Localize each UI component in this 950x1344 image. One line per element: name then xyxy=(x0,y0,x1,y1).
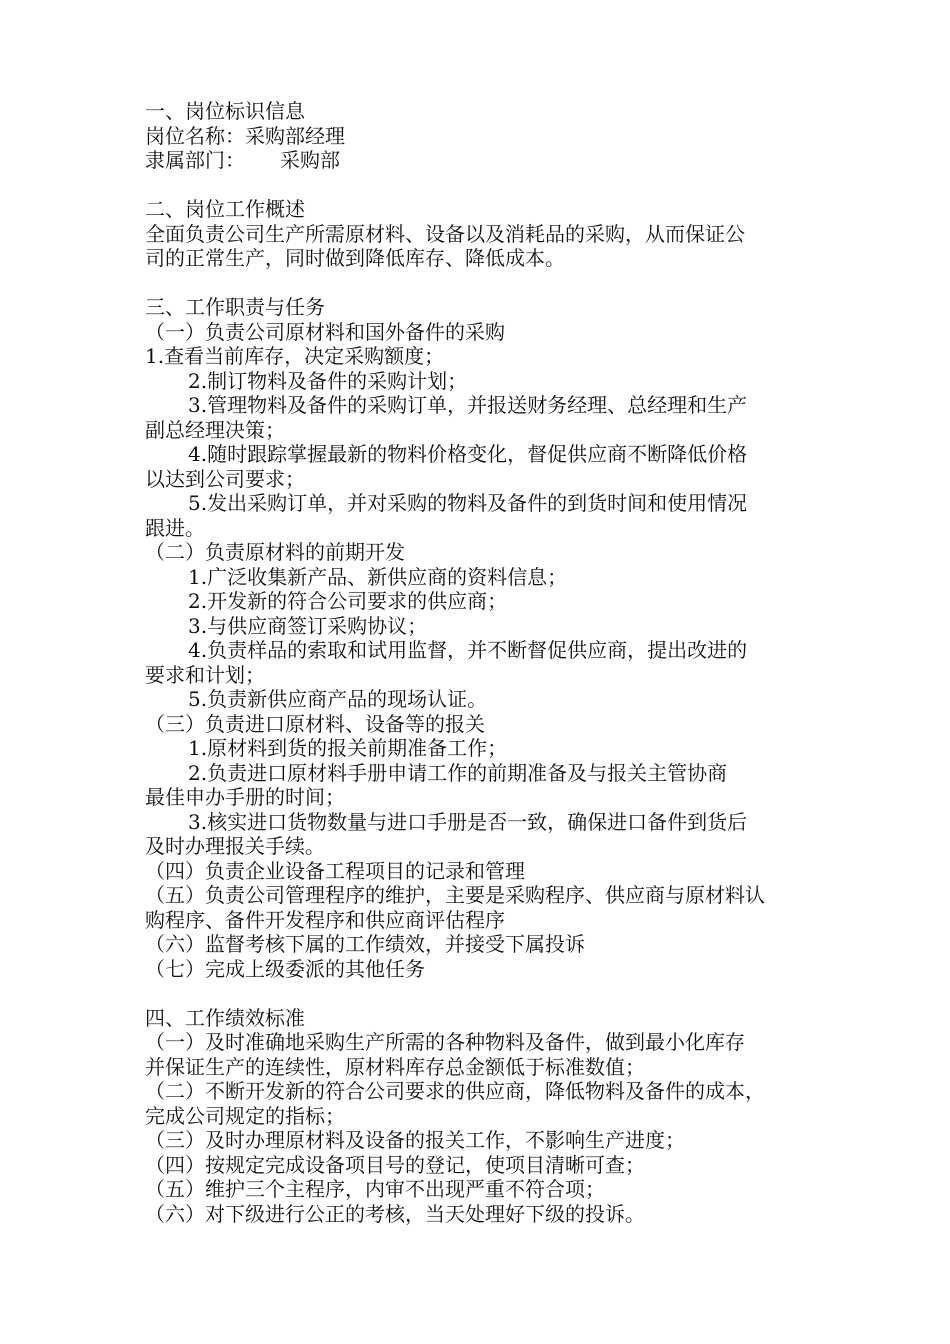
summary-line: 全面负责公司生产所需原材料、设备以及消耗品的采购，从而保证公 xyxy=(145,221,745,246)
duty-line: 2.负责进口原材料手册申请工作的前期准备及与报关主管协商 xyxy=(188,760,728,785)
document-body xyxy=(145,99,815,1226)
standard-line: 并保证生产的连续性，原材料库存总金额低于标准数值； xyxy=(145,1054,645,1079)
duty-line: 2.开发新的符合公司要求的供应商； xyxy=(188,589,508,613)
duty-line: 3.核实进口货物数量与进口手册是否一致，确保进口备件到货后 xyxy=(188,809,748,834)
duty-line: 2.制订物料及备件的采购计划； xyxy=(188,368,468,393)
performance-standards-list xyxy=(145,1030,815,1226)
standard-line: （三）及时办理原材料及设备的报关工作，不影响生产进度； xyxy=(145,1128,685,1152)
section1-heading: 一、岗位标识信息 xyxy=(145,99,305,123)
section2-heading: 二、岗位工作概述 xyxy=(145,197,305,221)
standard-line: （四）按规定完成设备项目号的登记，使项目清晰可查； xyxy=(145,1152,645,1177)
section3-heading: 三、工作职责与任务 xyxy=(145,295,325,319)
duty-line: （四）负责企业设备工程项目的记录和管理 xyxy=(145,858,525,883)
duties-list xyxy=(145,320,815,982)
duty-line: 1.原材料到货的报关前期准备工作； xyxy=(188,736,508,760)
standard-line: （二）不断开发新的符合公司要求的供应商，降低物料及备件的成本， xyxy=(145,1079,765,1103)
standard-line: （五）维护三个主程序，内审不出现严重不符合项； xyxy=(145,1177,605,1201)
duty-line: 5.发出采购订单，并对采购的物料及备件的到货时间和使用情况 xyxy=(188,491,748,515)
duty-line: （五）负责公司管理程序的维护，主要是采购程序、供应商与原材料认 xyxy=(145,883,765,907)
duty-line: （七）完成上级委派的其他任务 xyxy=(145,956,425,981)
duty-line: 副总经理决策； xyxy=(145,417,285,442)
duty-line: （六）监督考核下属的工作绩效，并接受下属投诉 xyxy=(145,932,585,956)
duty-line: 3.管理物料及备件的采购订单，并报送财务经理、总经理和生产 xyxy=(188,393,748,417)
duty-line: 3.与供应商签订采购协议； xyxy=(188,613,428,638)
department-label: 隶属部门： xyxy=(145,148,245,172)
duty-line: 要求和计划； xyxy=(145,662,265,687)
duty-line: 最佳申办手册的时间； xyxy=(145,785,345,809)
duty-line: 跟进。 xyxy=(145,515,205,540)
duty-line: 以达到公司要求； xyxy=(145,466,305,491)
post-name: 岗位名称：采购部经理 xyxy=(145,123,345,148)
summary-line: 司的正常生产，同时做到降低库存、降低成本。 xyxy=(145,246,565,270)
standard-line: 完成公司规定的指标； xyxy=(145,1103,345,1128)
standard-line: （一）及时准确地采购生产所需的各种物料及备件，做到最小化库存 xyxy=(145,1030,745,1054)
duty-line: 5.负责新供应商产品的现场认证。 xyxy=(188,687,488,711)
duty-line: （一）负责公司原材料和国外备件的采购 xyxy=(145,319,505,344)
duty-line: 1.查看当前库存，决定采购额度； xyxy=(145,344,445,368)
department-row xyxy=(145,148,815,173)
duty-line: （二）负责原材料的前期开发 xyxy=(145,540,405,564)
duty-line: 购程序、备件开发程序和供应商评估程序 xyxy=(145,907,505,932)
duty-line: （三）负责进口原材料、设备等的报关 xyxy=(145,711,485,736)
duty-line: 4.随时跟踪掌握最新的物料价格变化，督促供应商不断降低价格 xyxy=(188,442,748,466)
department-value: 采购部 xyxy=(280,148,340,172)
duty-line: 及时办理报关手续。 xyxy=(145,834,325,858)
duty-line: 4.负责样品的索取和试用监督，并不断督促供应商，提出改进的 xyxy=(188,638,748,662)
standard-line: （六）对下级进行公正的考核，当天处理好下级的投诉。 xyxy=(145,1201,645,1226)
section4-heading: 四、工作绩效标准 xyxy=(145,1005,305,1030)
duty-line: 1.广泛收集新产品、新供应商的资料信息； xyxy=(188,564,568,589)
